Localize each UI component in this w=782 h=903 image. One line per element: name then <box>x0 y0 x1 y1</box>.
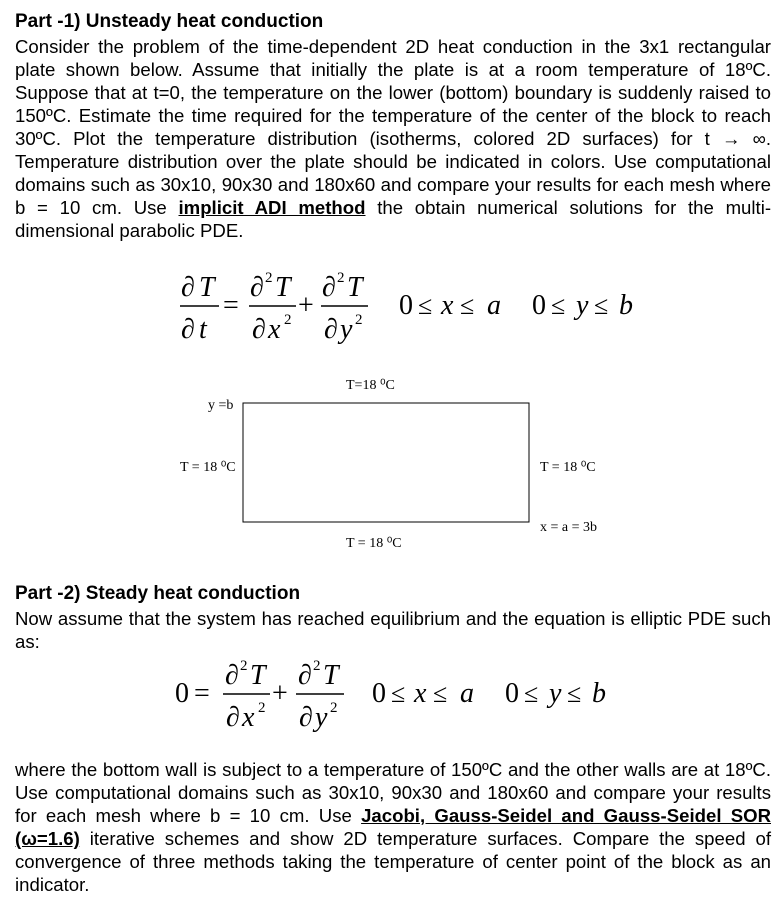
part1-text-a: Consider the problem of the time-dependent 2D heat conduction in the 3x1 rectangular plate shown below. Assume that initially the plate is at a room temperature of 18ºC. Suppose that at t=0, the temperature on the lower (bottom) boundary is suddenly raised to 150ºC. Estimate the time required for the temperature of the center of the block to reach 30ºC. Plot the temperature distribution (isotherms, colored 2D surfaces) for t → ∞. Temperature distribution over the plate should be indicated in colors. Use computational domains such as 30x10, 90x30 and 180x60 and compare your results for each mesh where b = 10 cm. Use <box>15 36 771 218</box>
eq2-range-leq-1: ≤ <box>391 679 406 708</box>
eq1-T-2: T <box>275 272 291 303</box>
x-equals-a-label: x = a = 3b <box>540 520 598 535</box>
eq2-range-leq-2: ≤ <box>433 679 448 708</box>
bottom-boundary-label: T = 18 ⁰C <box>346 536 402 551</box>
plate-diagram <box>0 370 782 560</box>
part2-text-a: where the bottom wall is subject to a temperature of 150ºC and the other walls are at 18ºC. Use computational domains such as 30x10, 90x30 and 180x60 and compare your results for each mesh where b = 10 cm. Use <box>15 759 771 826</box>
eq2-T-1: T <box>250 660 266 691</box>
part2-intro: Now assume that the system has reached equilibrium and the equation is elliptic PDE such as: <box>15 608 771 652</box>
eq2-range-zero-2: 0 <box>505 678 519 709</box>
elliptic-pde-equation <box>0 654 782 736</box>
eq1-range-leq-1: ≤ <box>418 291 433 320</box>
left-boundary-label: T = 18 ⁰C <box>180 460 236 475</box>
eq2-range-zero-1: 0 <box>372 678 386 709</box>
eq1-exp-1: 2 <box>265 270 273 286</box>
part2-paragraph <box>15 758 771 896</box>
right-boundary-label: T = 18 ⁰C <box>540 460 596 475</box>
eq1-t: t <box>199 314 207 344</box>
eq2-range-b: b <box>592 678 606 709</box>
eq1-range-zero-2: 0 <box>532 290 546 321</box>
eq2-partial-3: ∂ <box>298 660 312 691</box>
eq1-range-a: a <box>487 290 501 321</box>
eq1-exp-3: 2 <box>337 270 345 286</box>
y-equals-b-label: y =b <box>208 398 234 413</box>
parabolic-pde-equation <box>0 262 782 344</box>
iterative-methods: Jacobi, Gauss-Seidel and Gauss-Seidel SOR (ω=1.6) <box>15 805 771 849</box>
eq1-partial-6: ∂ <box>324 314 338 344</box>
eq2-range-y: y <box>549 678 562 709</box>
eq1-T-1: T <box>199 272 215 303</box>
eq2-range-leq-3: ≤ <box>524 679 539 708</box>
eq2-exp-1: 2 <box>240 658 248 674</box>
eq1-y: y <box>340 314 353 344</box>
eq1-partial-4: ∂ <box>252 314 266 344</box>
part2-heading: Part -2) Steady heat conduction <box>15 583 301 604</box>
eq1-T-3: T <box>347 272 363 303</box>
plate-rectangle <box>243 403 529 522</box>
eq1-partial-3: ∂ <box>250 272 264 303</box>
eq1-partial-5: ∂ <box>322 272 336 303</box>
eq2-partial-2: ∂ <box>226 702 240 733</box>
eq2-x: x <box>242 702 255 733</box>
eq1-partial-1: ∂ <box>181 272 195 303</box>
eq2-equals: = <box>194 678 210 709</box>
eq2-partial-1: ∂ <box>225 660 239 691</box>
eq2-zero: 0 <box>175 678 189 709</box>
eq2-T-2: T <box>323 660 339 691</box>
eq1-exp-4: 2 <box>355 312 363 328</box>
eq1-plus: + <box>298 290 314 321</box>
eq1-range-y: y <box>576 290 589 321</box>
top-boundary-label: T=18 ⁰C <box>346 378 395 393</box>
eq2-exp-2: 2 <box>258 700 266 716</box>
eq2-y: y <box>315 702 328 733</box>
eq1-equals: = <box>223 290 239 321</box>
eq2-exp-3: 2 <box>313 658 321 674</box>
part1-paragraph <box>15 35 771 242</box>
eq2-range-x: x <box>414 678 427 709</box>
eq1-range-leq-4: ≤ <box>594 291 609 320</box>
eq2-range-a: a <box>460 678 474 709</box>
eq1-x: x <box>268 314 281 344</box>
implicit-adi-method: implicit ADI method <box>178 197 366 218</box>
eq1-range-leq-2: ≤ <box>460 291 475 320</box>
eq1-range-x: x <box>441 290 454 321</box>
eq2-range-leq-4: ≤ <box>567 679 582 708</box>
eq1-exp-2: 2 <box>284 312 292 328</box>
part1-text-b: the obtain numerical solutions for the multi-dimensional parabolic PDE. <box>15 197 772 241</box>
eq2-partial-4: ∂ <box>299 702 313 733</box>
eq1-range-zero-1: 0 <box>399 290 413 321</box>
part2-text-b: iterative schemes and show 2D temperature surfaces. Compare the speed of convergence of three methods taking the temperature of center point of the block as an indicator. <box>15 828 771 895</box>
eq1-partial-2: ∂ <box>181 314 195 344</box>
part1-heading: Part -1) Unsteady heat conduction <box>15 11 324 32</box>
eq1-range-b: b <box>619 290 633 321</box>
eq1-range-leq-3: ≤ <box>551 291 566 320</box>
eq2-plus: + <box>272 678 288 709</box>
eq2-exp-4: 2 <box>330 700 338 716</box>
